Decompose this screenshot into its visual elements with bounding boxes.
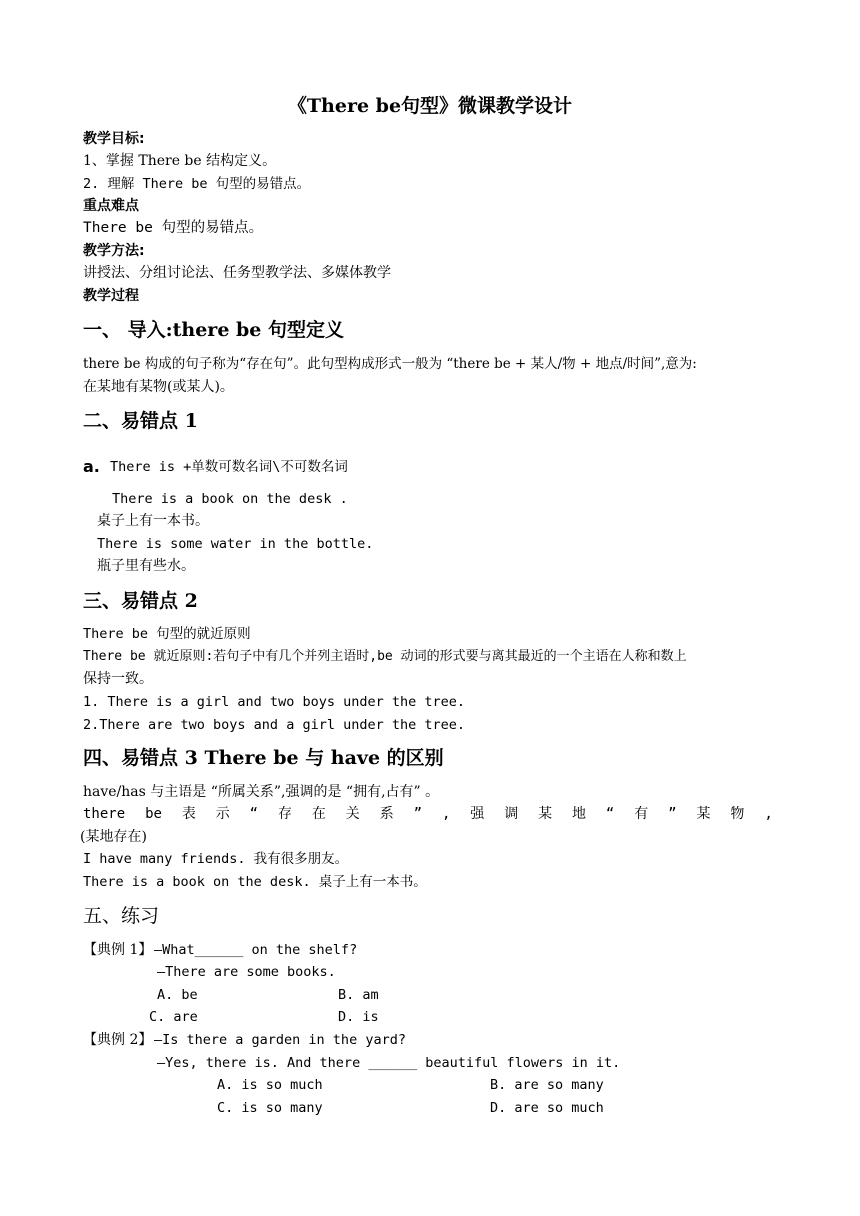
- key-points-text: There be 句型的易错点。: [83, 220, 264, 236]
- section-4-example-2: There is a book on the desk. 桌子上有一本书。: [83, 874, 427, 890]
- section-3-example-2: 2.There are two boys and a girl under the tree.: [83, 717, 466, 733]
- word: 强: [470, 806, 485, 822]
- word: 示: [215, 806, 230, 822]
- objectives-heading: 教学目标:: [83, 131, 145, 147]
- section-4-line-2: [83, 806, 773, 823]
- methods-text: 讲授法、分组讨论法、任务型教学法、多媒体教学: [83, 265, 391, 281]
- section-2-rule: There is +单数可数名词\不可数名词: [110, 459, 348, 475]
- section-4-heading: 四、易错点 3 There be 与 have 的区别: [83, 747, 444, 769]
- word: 表: [181, 806, 196, 822]
- word: there: [83, 806, 126, 822]
- section-1-heading: 一、 导入:there be 句型定义: [83, 319, 345, 341]
- word: 关: [345, 806, 360, 822]
- section-1-line-1: there be 构成的句子称为“存在句”。此句型构成形式一般为 “there be + 某人/物 + 地点/时间”,意为:: [83, 356, 697, 372]
- section-4-line-1: have/has 与主语是 “所属关系”,强调的是 “拥有,占有” 。: [83, 784, 440, 800]
- word: 调: [504, 806, 519, 822]
- word: 物: [730, 806, 745, 822]
- example-1-answer: —There are some books.: [157, 964, 336, 980]
- key-points-heading: 重点难点: [83, 198, 139, 214]
- word: 有: [634, 806, 649, 822]
- objective-item-2: 2. 理解 There be 句型的易错点。: [83, 176, 311, 192]
- process-heading: 教学过程: [83, 288, 139, 304]
- word: “: [249, 806, 259, 822]
- section-2-example-2-cn: 瓶子里有些水。: [97, 558, 195, 574]
- word: ,: [764, 806, 773, 822]
- word: 地: [572, 806, 587, 822]
- example-2-answer: —Yes, there is. And there ______ beautiful flowers in it.: [157, 1055, 621, 1071]
- section-3-example-1: 1. There is a girl and two boys under the tree.: [83, 694, 466, 710]
- word: 存: [277, 806, 292, 822]
- example-1-question: —What______ on the shelf?: [154, 942, 358, 958]
- section-4-example-1: I have many friends. 我有很多朋友。: [83, 851, 349, 867]
- example-1-option-c: C. are: [149, 1009, 198, 1025]
- example-2-question: —Is there a garden in the yard?: [154, 1032, 406, 1048]
- example-2-option-b: B. are so many: [490, 1077, 604, 1093]
- section-1-line-2: 在某地有某物(或某人)。: [83, 379, 234, 395]
- section-2-marker: a.: [83, 457, 100, 476]
- word: 系: [379, 806, 394, 822]
- section-2-example-1-cn: 桌子上有一本书。: [97, 513, 209, 529]
- word: ”: [668, 806, 677, 822]
- section-2-example-1: There is a book on the desk .: [112, 491, 348, 507]
- section-2-heading: 二、易错点 1: [83, 410, 198, 432]
- objective-item-1: 1、掌握 There be 结构定义。: [83, 153, 277, 169]
- word: 某: [696, 806, 711, 822]
- document-title: 《There be句型》微课教学设计: [287, 95, 573, 117]
- example-2-option-a: A. is so much: [217, 1077, 323, 1093]
- example-1-option-a: A. be: [157, 987, 198, 1003]
- example-2-option-d: D. are so much: [490, 1100, 604, 1116]
- word: ,: [441, 806, 451, 822]
- methods-heading: 教学方法:: [83, 243, 145, 259]
- example-1-option-d: D. is: [338, 1009, 379, 1025]
- section-4-line-3: (某地存在): [80, 829, 147, 845]
- word: 某: [538, 806, 553, 822]
- section-3-line-2: There be 就近原则:若句子中有几个并列主语时,be 动词的形式要与离其最近的一个主语在人称和数上: [83, 649, 687, 664]
- section-2-example-2: There is some water in the bottle.: [97, 536, 374, 552]
- section-3-line-1: There be 句型的就近原则: [83, 626, 251, 642]
- section-3-heading: 三、易错点 2: [83, 590, 198, 612]
- word: 在: [311, 806, 326, 822]
- word: be: [145, 806, 162, 822]
- example-1-label: 【典例 1】: [83, 942, 153, 958]
- example-2-option-c: C. is so many: [217, 1100, 323, 1116]
- section-3-line-3: 保持一致。: [83, 671, 153, 687]
- word: “: [605, 806, 615, 822]
- section-5-heading: 五、练习: [83, 905, 160, 927]
- example-1-option-b: B. am: [338, 987, 379, 1003]
- word: ”: [413, 806, 423, 822]
- example-2-label: 【典例 2】: [83, 1032, 153, 1048]
